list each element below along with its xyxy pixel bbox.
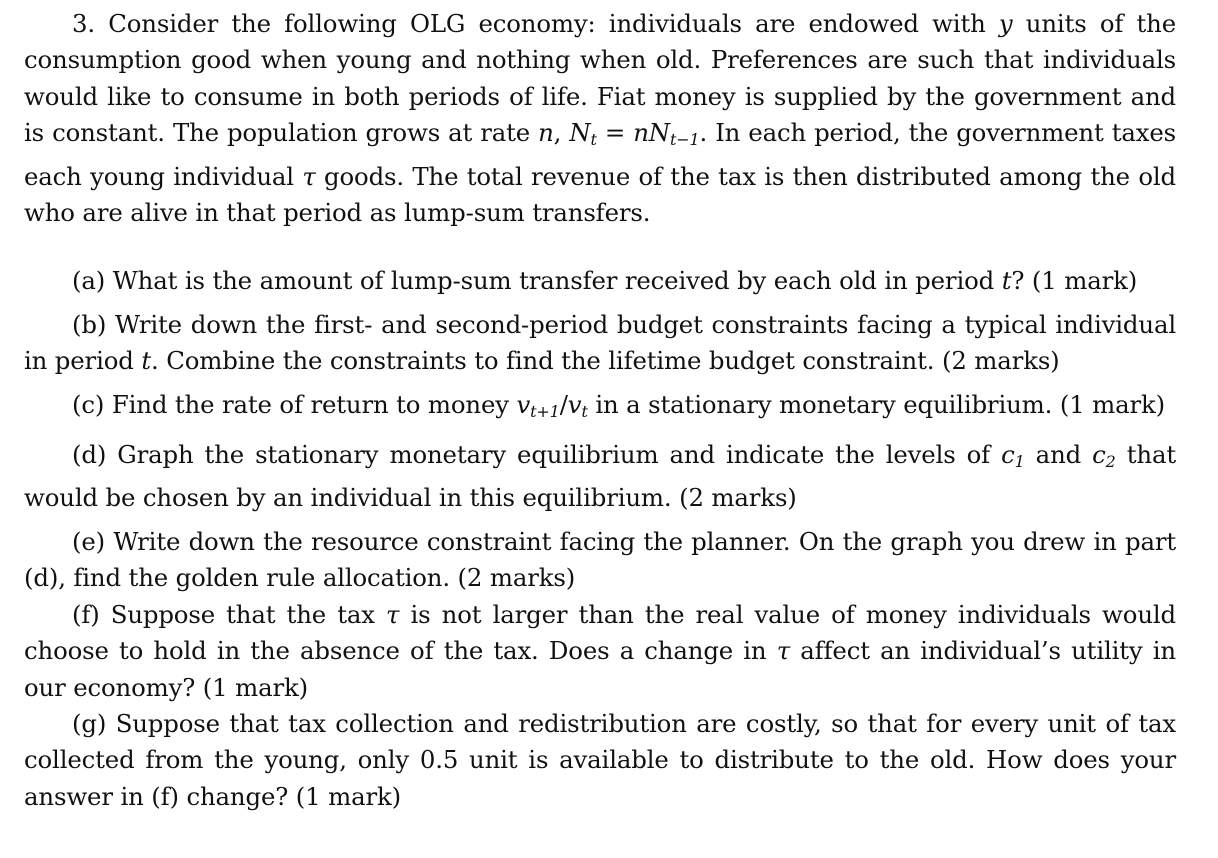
part-f: (f) Suppose that the tax τ is not larger than the real value of money individuals would choose to hold in the absence of the tax. Does a change in τ affect an individual’s utility in our economy? (1 mark) [24,599,1176,702]
part-a: (a) What is the amount of lump-sum transfer received by each old in period t? (1 mark) [72,266,1138,296]
part-c: (c) Find the rate of return to money $v_{t+1}/v_t$ in a stationary monetary equilibrium. (1 mark) [72,389,1166,421]
problem-page [24,6,1176,815]
part-e: (e) Write down the resource constraint facing the planner. On the graph you drew in part (d), find the golden rule allocation. (2 marks) [24,526,1176,593]
part-b: (b) Write down the first- and second-period budget constraints facing a typical individual in period t. Combine the constraints to find the lifetime budget constraint. (2 marks) [24,309,1176,376]
question-number: 3. [72,9,95,38]
spacer [24,231,1176,263]
question-intro: 3. Consider the following OLG economy: individuals are endowed with y units of the consumption good when young and nothing when old. Preferences are such that individuals would like to consume in both periods of life. Fiat money is supplied by the government and is constant. The population grows at rate n, $N_t = nN_{t-1}$. In each period, the government taxes each young individual τ goods. The total revenue of the tax is then distributed among the old who are alive in that period as lump-sum transfers. [24,9,1176,228]
part-d: (d) Graph the stationary monetary equilibrium and indicate the levels of $c_1$ and $c_2$ that would be chosen by an individual in this equilibrium. (2 marks) [24,440,1177,513]
part-g: (g) Suppose that tax collection and redistribution are costly, so that for every unit of tax collected from the young, only 0.5 unit is available to distribute to the old. How does your answer in (f) change? (1 mark) [24,708,1176,811]
